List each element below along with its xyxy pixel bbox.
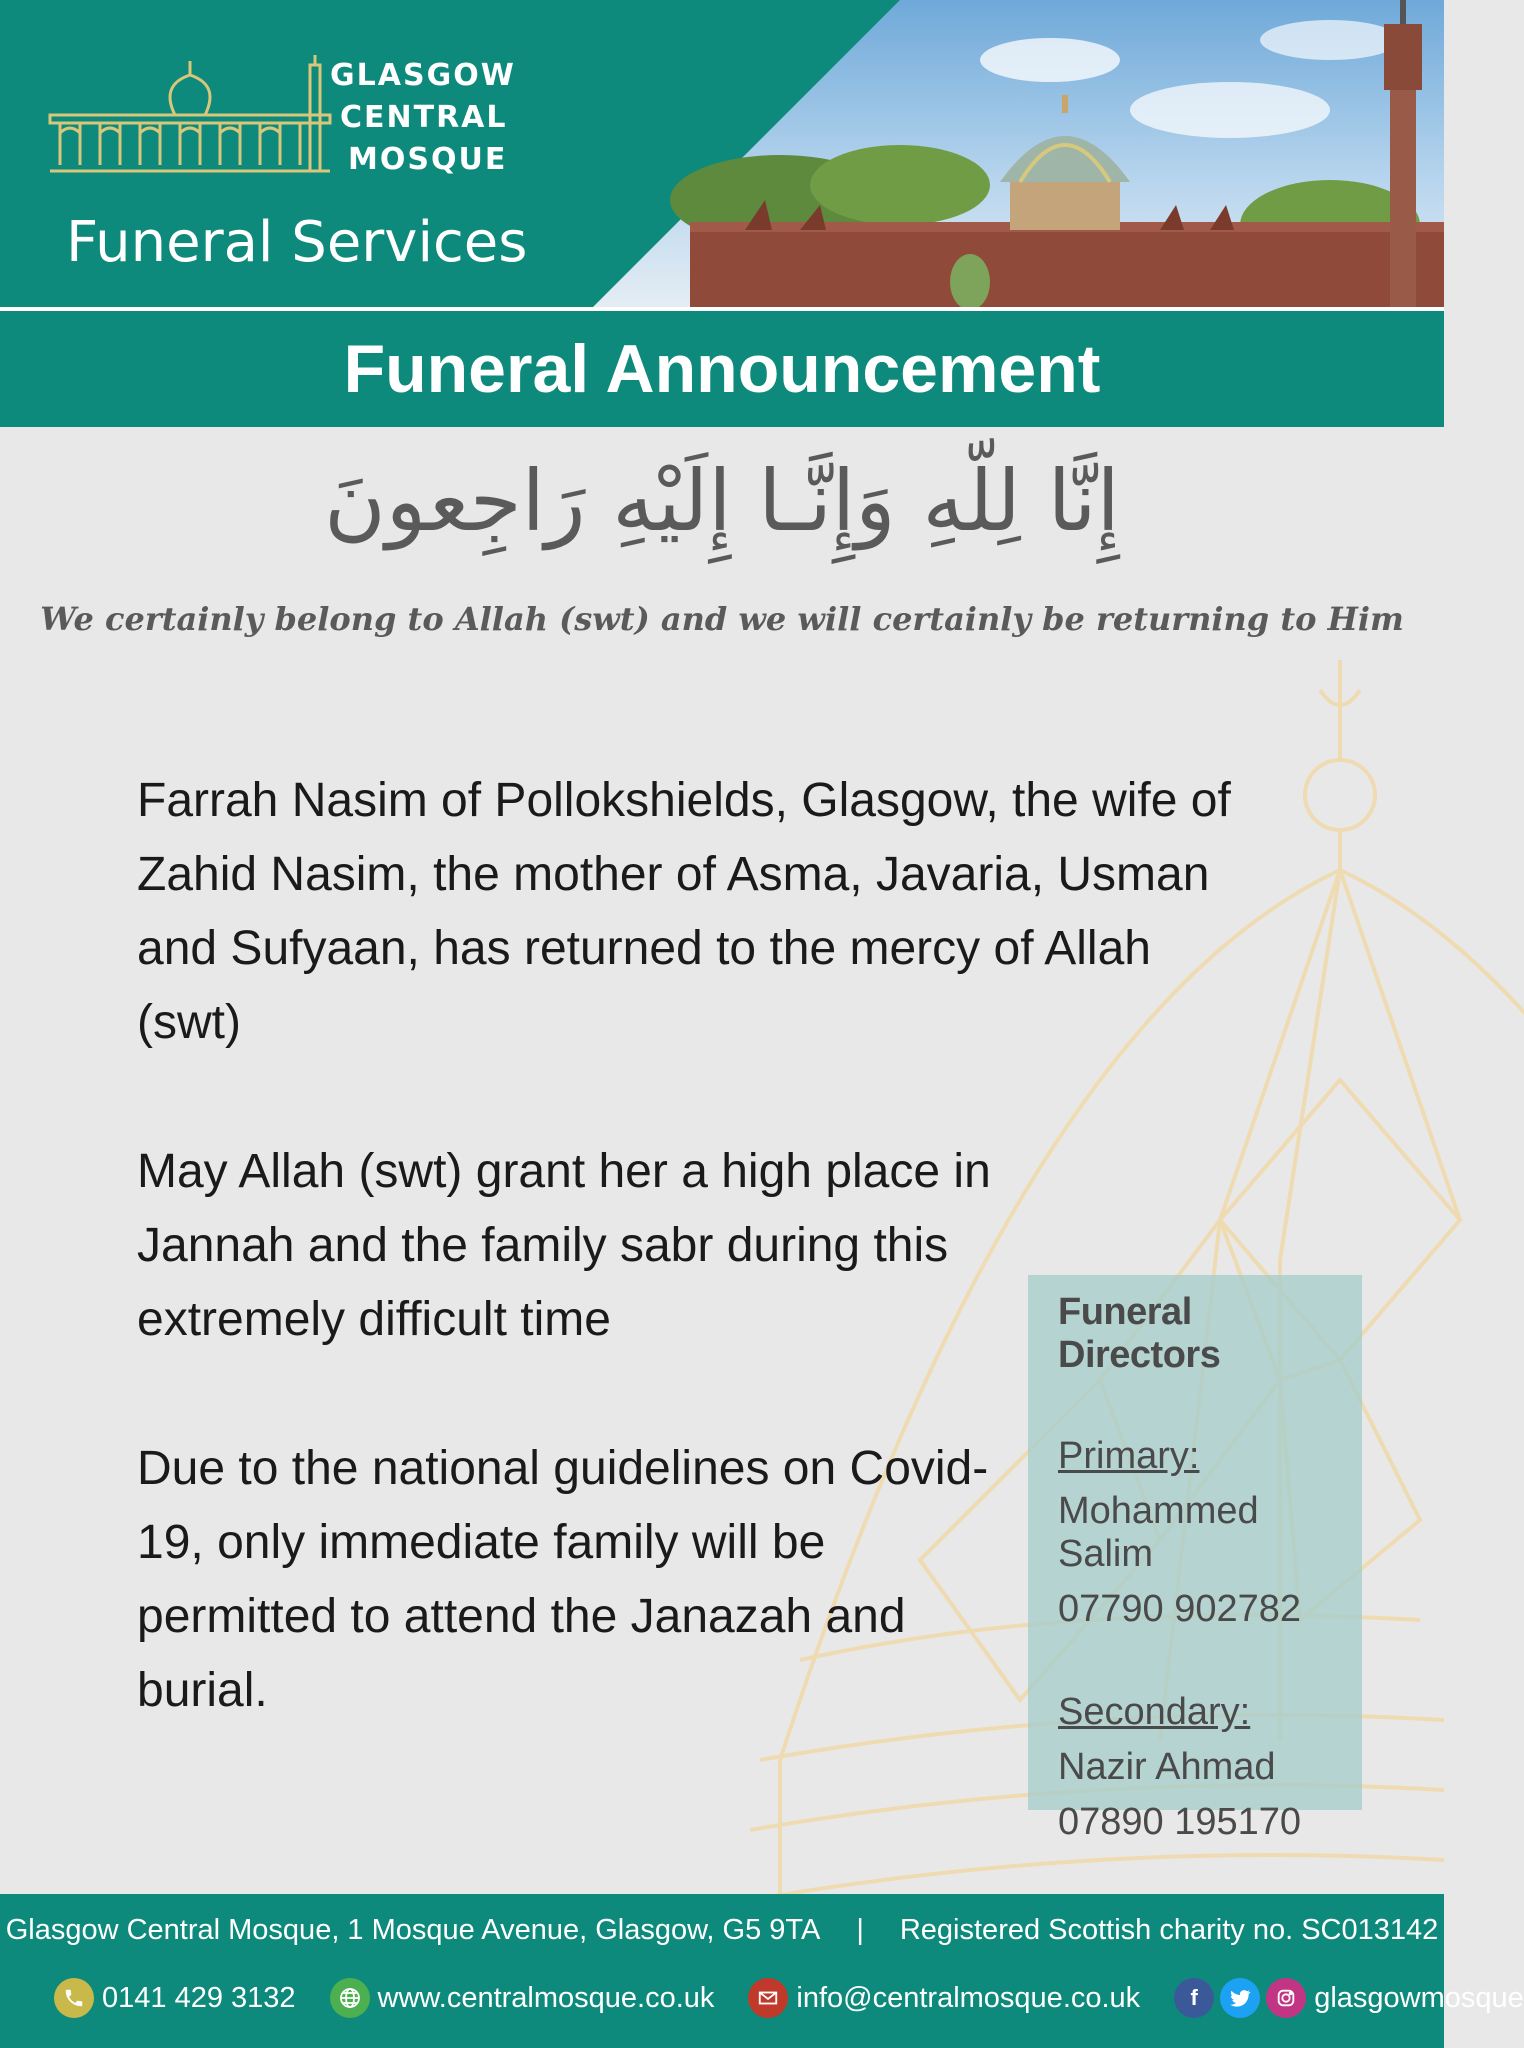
footer-contact-row — [54, 1978, 1524, 2018]
org-name-line-2: CENTRAL — [340, 100, 508, 135]
twitter-icon[interactable] — [1220, 1978, 1260, 2018]
title-bar — [0, 311, 1444, 427]
phone-number: 0141 429 3132 — [102, 1981, 296, 2014]
secondary-label: Secondary: — [1058, 1691, 1251, 1733]
section-title: Funeral Services — [66, 210, 528, 275]
covid-notice-paragraph: Due to the national guidelines on Covid-19, only immediate family will be permitted to attend the Janazah and burial. — [137, 1442, 989, 1717]
prayer-paragraph: May Allah (swt) grant her a high place in Jannah and the family sabr during this extremely difficult time — [137, 1145, 991, 1346]
org-name-line-3: MOSQUE — [348, 142, 508, 177]
footer-phone[interactable] — [54, 1978, 296, 2018]
email-icon — [748, 1978, 788, 2018]
footer-social[interactable] — [1174, 1978, 1524, 2018]
secondary-director-phone[interactable]: 07890 195170 — [1058, 1801, 1302, 1843]
globe-icon — [330, 1978, 370, 2018]
arabic-verse: إِنَّا لِلّهِ وَإِنَّـا إِلَيْهِ رَاجِعونَ — [324, 452, 1120, 550]
secondary-director-name: Nazir Ahmad — [1058, 1746, 1276, 1788]
announcement-paragraph: Farrah Nasim of Pollokshields, Glasgow, the wife of Zahid Nasim, the mother of Asma, Javaria, Usman and Sufyaan, has returned to the mercy of Allah (swt) — [137, 774, 1231, 1049]
primary-director-phone[interactable]: 07790 902782 — [1058, 1588, 1302, 1630]
footer-website[interactable] — [330, 1978, 715, 2018]
funeral-directors-panel — [1028, 1275, 1362, 1843]
facebook-icon[interactable]: f — [1174, 1978, 1214, 2018]
page-title: Funeral Announcement — [343, 331, 1101, 407]
footer — [0, 1894, 1524, 2048]
footer-charity-number: Registered Scottish charity no. SC013142 — [899, 1914, 1439, 1946]
email-address: info@centralmosque.co.uk — [796, 1981, 1141, 2014]
footer-info-row — [0, 1914, 1444, 1947]
instagram-icon[interactable] — [1266, 1978, 1306, 2018]
social-handle: glasgowmosque — [1314, 1981, 1524, 2014]
footer-separator: | — [856, 1914, 864, 1946]
header-banner — [0, 0, 1444, 310]
website-link: www.centralmosque.co.uk — [377, 1981, 715, 2014]
org-name-line-1: GLASGOW — [330, 58, 516, 93]
footer-email[interactable] — [748, 1978, 1140, 2018]
primary-director-name: Mohammed Salim — [1058, 1490, 1259, 1575]
verse-translation: We certainly belong to Allah (swt) and we will certainly be returning to Him — [40, 600, 1404, 638]
footer-address: Glasgow Central Mosque, 1 Mosque Avenue, Glasgow, G5 9TA — [5, 1914, 821, 1946]
directors-heading: Funeral Directors — [1058, 1291, 1221, 1376]
organisation-name — [330, 55, 516, 181]
primary-label: Primary: — [1058, 1435, 1200, 1477]
phone-icon — [54, 1978, 94, 2018]
mosque-logo — [50, 55, 330, 185]
